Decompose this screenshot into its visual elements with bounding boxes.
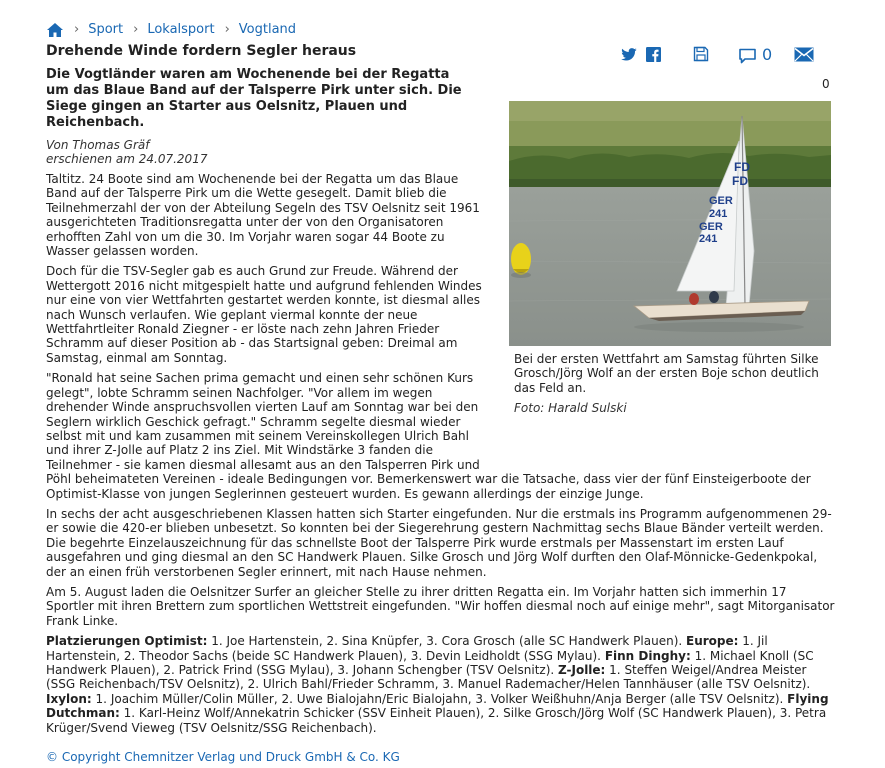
chevron-right-icon: › [133, 21, 139, 37]
article-paragraph: Doch für die TSV-Segler gab es auch Grund zur Freude. Während der Wettergott 2016 nicht mitgespielt hatte und aufgrund fehlenden Windes nur eine von vier Wettfahrten gestartet werden konnte, ist diesmal alles nach Wunsch verlaufen. Wie geplant viermal konnte der neue Wettfahrtleiter Ronald Ziegner - er löste nach zehn Jahren Frieder Schramm auf dieser Position ab - das Startsignal geben: Dreimal am Samstag, einmal am Sonntag. [46, 264, 482, 365]
results-text: 1. Jil Hartenstein, 2. Theodor Sachs (beide SC Handwerk Plauen), 3. Devin Leidholdt (SSG Mylau). [46, 634, 768, 663]
results-text: 1. Joe Hartenstein, 2. Sina Knüpfer, 3. Cora Grosch (alle SC Handwerk Plauen). [207, 634, 686, 649]
breadcrumb-vogtland[interactable]: Vogtland [238, 21, 297, 37]
comment-count[interactable]: 0 [762, 45, 773, 64]
results-label: Europe: [686, 634, 739, 649]
copyright-link[interactable]: © Copyright Chemnitzer Verlag und Druck GmbH & Co. KG [46, 750, 400, 764]
byline [46, 138, 207, 166]
results-label: Platzierungen Optimist: [46, 634, 208, 649]
sail-mark-number: 241 [709, 208, 728, 220]
results-text: 1. Joachim Müller/Colin Müller, 2. Uwe Bialojahn/Eric Bialojahn, 3. Volker Weißhuhn/Anja Berger (alle TSV Oelsnitz). [91, 691, 788, 706]
article-body [46, 172, 836, 741]
photo-caption: Bei der ersten Wettfahrt am Samstag führten Silke Grosch/Jörg Wolf an der ersten Boje schon deutlich das Feld an. [514, 352, 819, 395]
article-paragraph: Taltitz. 24 Boote sind am Wochenende bei der Regatta um das Blaue Band auf der Talsperre Pirk um die Wette gesegelt. Damit blieb die Teilnehmerzahl der von der Abteilung Segeln des TSV Oelsnitz seit 1961 ausgerichteten Traditionsregatta unter der von den Organisatoren erhofften Zahl von um die 30. Im Vorjahr waren sogar 44 Boote zu Wasser gelassen worden. [46, 172, 480, 259]
share-toolbar [618, 44, 818, 68]
breadcrumb [46, 20, 296, 40]
article-paragraph: In sechs der acht ausgeschriebenen Klassen hatten sich Starter eingefunden. Nur die erstmals ins Programm aufgenommenen 29-er sowie die 420-er blieben unbesetzt. So konnten bei der Siegerehrung gestern Nachmittag sechs Blaue Bänder verteilt werden. Die begehrte Einzelauszeichnung für das schnellste Boot der Talsperre Pirk wurde erstmals per Massenstart im ersten Lauf ausgefahren und ging diesmal an den SC Handwerk Plauen. Silke Grosch und Jörg Wolf durften den Olaf-Mönnicke-Gedenkpokal, der an einen früh verstorbenen Segler erinnert, mit nach Hause nehmen. [46, 506, 832, 579]
article-paragraph: Am 5. August laden die Oelsnitzer Surfer an gleicher Stelle zu ihrer dritten Regatta ein. Im Vorjahr hatten sich immerhin 17 Sportler mit ihren Brettern zum sportlichen Wettstreit eingefunden. "Wir hoffen diesmal noch auf einige mehr", sagt Mitorganisator Frank Linke. [46, 584, 835, 628]
mail-icon[interactable] [794, 47, 814, 62]
results-label: Z-Jolle: [558, 663, 606, 677]
results-label: Ixylon: [46, 691, 92, 706]
sail-mark-fd: FD [734, 160, 750, 174]
chevron-right-icon: › [74, 21, 80, 37]
breadcrumb-lokalsport[interactable]: Lokalsport [147, 21, 215, 37]
sail-mark-fd: FD [732, 174, 748, 188]
results-paragraph [46, 634, 836, 735]
results-label: Flying Dutchman: [46, 691, 829, 721]
sail-mark-ger: GER [709, 195, 733, 207]
facebook-icon[interactable] [646, 47, 661, 62]
article-lead: Die Vogtländer waren am Wochenende bei der Regatta um das Blaue Band auf der Talsperre Pirk unter sich. Die Siege gingen an Starter aus Oelsnitz, Plauen und Reichenbach. [46, 67, 462, 130]
page-title: Drehende Winde fordern Segler heraus [46, 43, 357, 59]
save-icon[interactable] [693, 46, 709, 62]
breadcrumb-sport[interactable]: Sport [88, 21, 124, 37]
publish-date: erschienen am 24.07.2017 [46, 152, 208, 166]
results-label: Finn Dinghy: [604, 648, 691, 663]
view-counter: 0 [822, 77, 830, 91]
sail-mark-ger: GER [699, 221, 723, 233]
photo-credit: Foto: Harald Sulski [514, 401, 627, 416]
sail-mark-number: 241 [699, 233, 718, 245]
comment-icon[interactable] [738, 48, 757, 64]
article-paragraph: "Ronald hat seine Sachen prima gemacht und einen sehr schönen Kurs gelegt", lobte Schramm seinen Nachfolger. "Vor allem im wegen drehender Winde anspruchsvollen vierten Lauf am Sonntag war bei den Seglern wirklich Geschick gefragt." Schramm segelte diesmal wieder selbst mit und kam zusammen mit seinem Vereinskollegen Ulrich Bahl und ihrer Z-Jolle auf Platz 2 ins Ziel. Mit Windstärke 3 fanden die Teilnehmer - sie kamen diesmal allesamt aus an den Talsperren Pirk und Pöhl beheimateten Vereinen - ideale Bedingungen vor. Bemerkenswert war die Tatsache, dass vier der fünf Einsteigerboote der Optimist-Klasse von jungen Seglerinnen gesteuert wurden. Es gewann allerdings der einzige Junge. [46, 371, 811, 501]
results-text: 1. Karl-Heinz Wolf/Annekatrin Schicker (SSV Einheit Plauen), 2. Silke Grosch/Jörg Wolf (SC Handwerk Plauen), 3. Petra Krüger/Svend Vieweg (TSV Oelsnitz/SSG Reichenbach). [46, 706, 827, 735]
home-icon[interactable] [46, 22, 64, 38]
author: Von Thomas Gräf [46, 138, 150, 152]
results-text: 1. Michael Knoll (SC Handwerk Plauen), 2. Patrick Frind (SSG Mylau), 3. Johann Schengber (TSV Oelsnitz). [46, 648, 814, 677]
chevron-right-icon: › [224, 21, 230, 37]
results-text: 1. Steffen Weigel/Andrea Meister (SSG Reichenbach/TSV Oelsnitz), 2. Ulrich Bahl/Frieder Schramm, 3. Manuel Rademacher/Helen Tannhäuser (alle TSV Oelsnitz). [46, 663, 811, 692]
figure-spacer [486, 172, 836, 460]
twitter-icon[interactable] [620, 48, 638, 62]
